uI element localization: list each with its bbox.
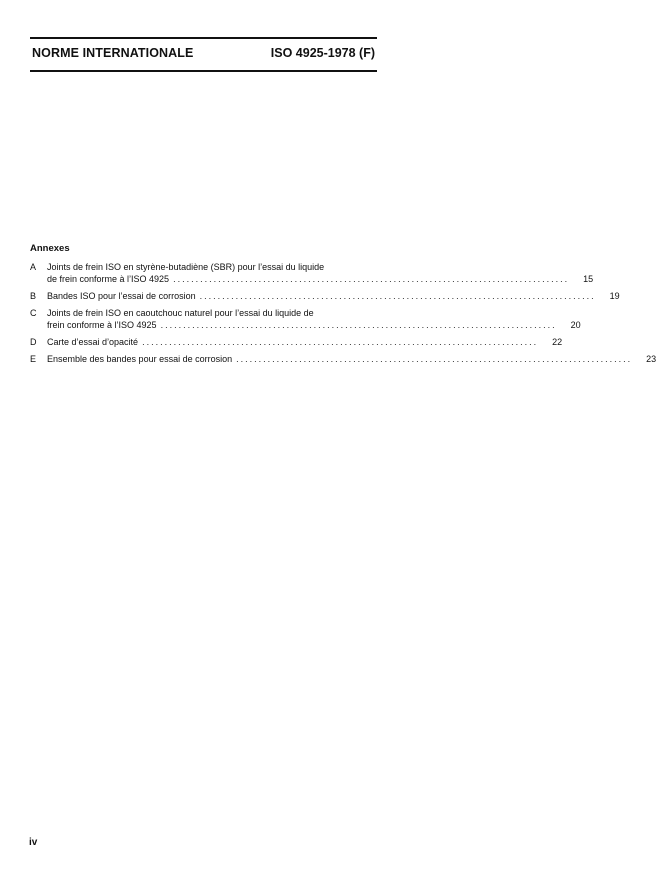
dot-leader: ........................................................................................ [142, 337, 539, 347]
document-type-title: NORME INTERNATIONALE [32, 46, 194, 60]
toc-title-line: Joints de frein ISO en styrène-butadiène (SBR) pour l’essai du liquide [47, 262, 325, 272]
toc-letter: A [30, 262, 37, 272]
header-top-rule [30, 37, 377, 39]
toc-entry-b[interactable] [30, 290, 620, 302]
toc-page-number: 22 [552, 337, 563, 347]
toc-letter: D [30, 337, 37, 347]
toc-page-number: 23 [646, 354, 656, 364]
dot-leader: ........................................................................................ [173, 274, 570, 284]
dot-leader: ........................................................................................ [199, 291, 596, 301]
dot-leader: ........................................................................................ [160, 320, 557, 330]
toc-title-line: Carte d’essai d’opacité [47, 337, 139, 347]
annexes-toc [30, 261, 656, 370]
toc-entry-c[interactable] [30, 307, 581, 331]
toc-page-number: 15 [583, 274, 594, 284]
toc-letter: B [30, 291, 37, 301]
standard-reference: ISO 4925-1978 (F) [270, 46, 375, 60]
dot-leader: ........................................................................................ [236, 354, 633, 364]
page-number: iv [29, 837, 38, 848]
toc-title-line: Ensemble des bandes pour essai de corrosion [47, 354, 233, 364]
toc-title-line: Joints de frein ISO en caoutchouc naturel pour l’essai du liquide de [47, 308, 314, 318]
toc-title-line: frein conforme à l’ISO 4925 [47, 320, 157, 330]
toc-title-line: Bandes ISO pour l’essai de corrosion [47, 291, 196, 301]
toc-letter: C [30, 308, 37, 318]
toc-entry-d[interactable] [30, 336, 563, 348]
toc-page-number: 20 [570, 320, 581, 330]
header-bottom-rule [30, 70, 377, 72]
toc-letter: E [30, 354, 37, 364]
toc-entry-a[interactable] [30, 261, 594, 285]
toc-page-number: 19 [609, 291, 620, 301]
toc-title-line: de frein conforme à l’ISO 4925 [47, 274, 170, 284]
annexes-heading: Annexes [30, 243, 70, 254]
toc-entry-e[interactable] [30, 353, 656, 365]
